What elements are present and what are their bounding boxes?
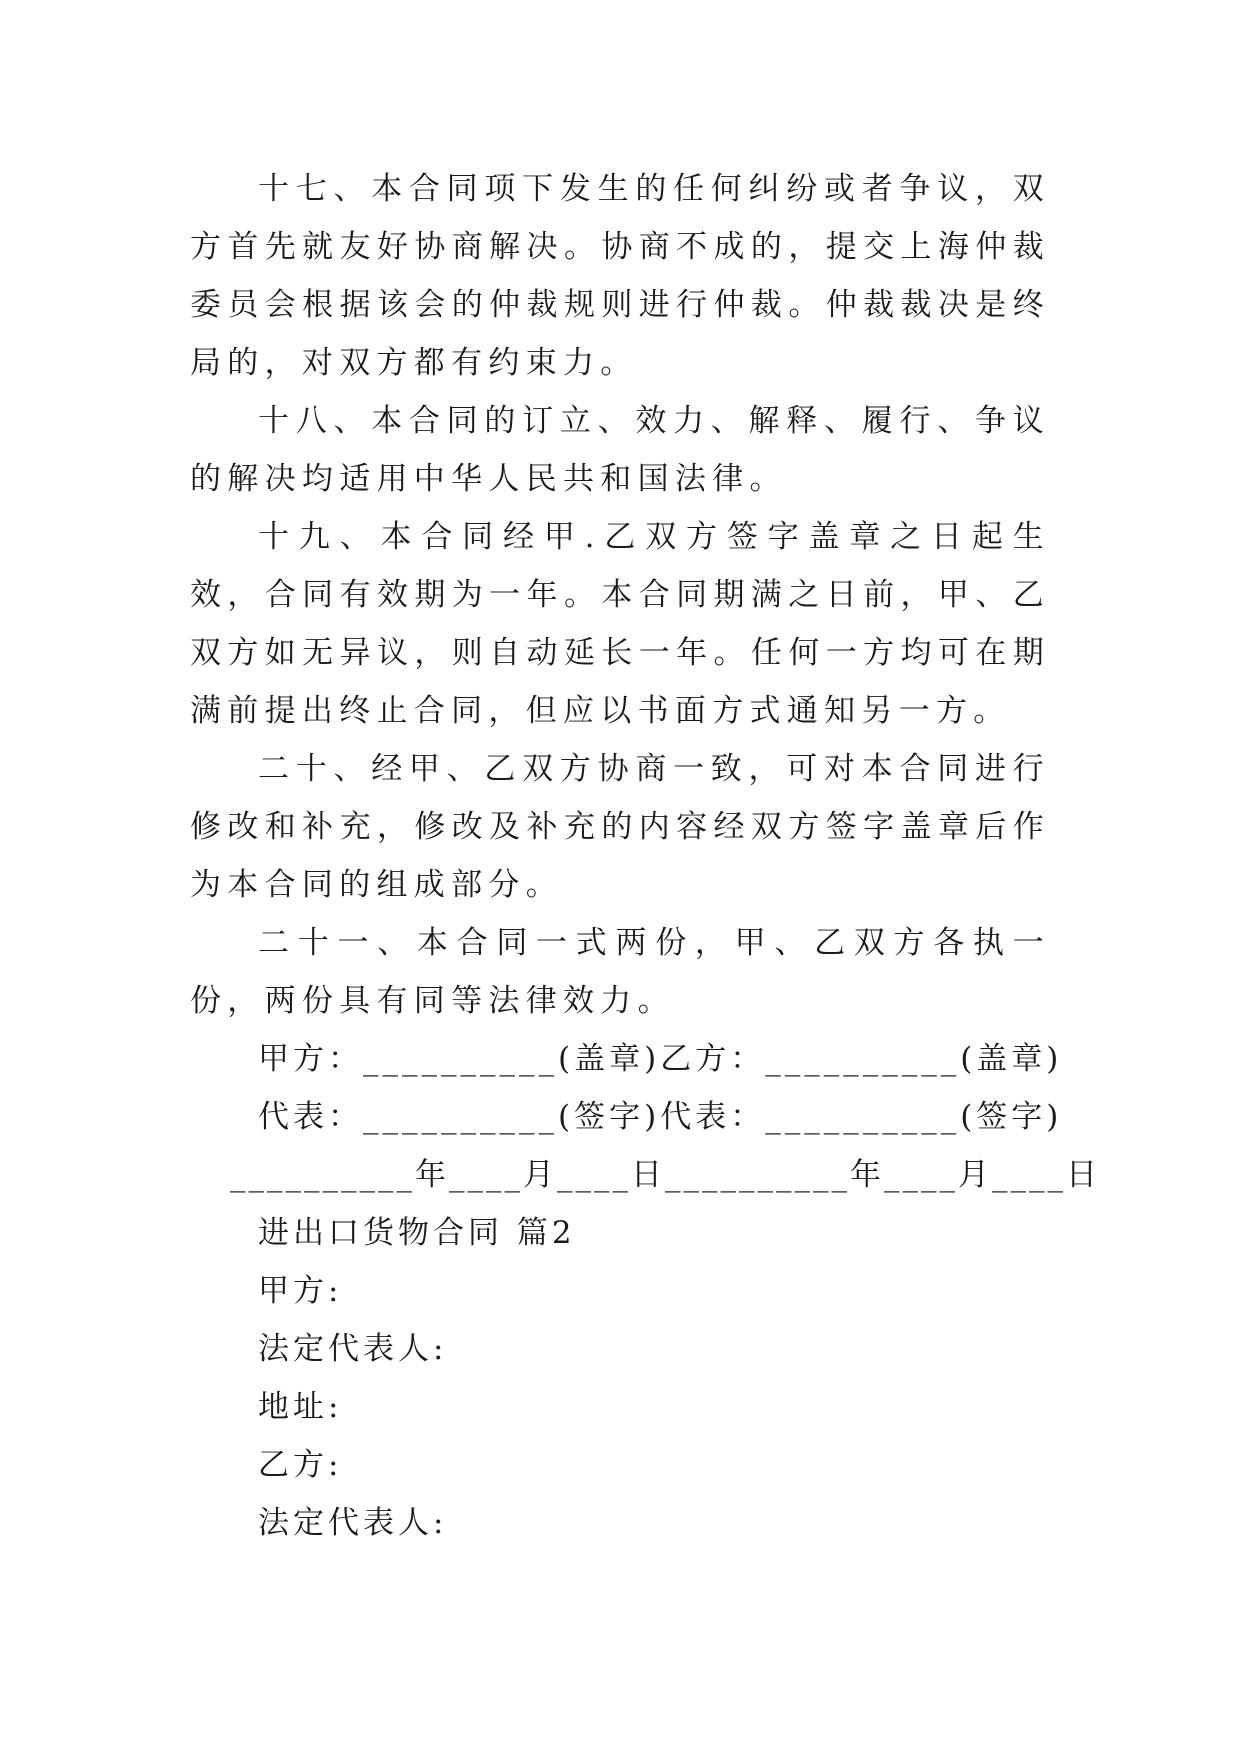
field-legal-representative-a: 法定代表人:: [258, 1331, 448, 1367]
signature-date-line: __________年____月____日__________年____月____日: [230, 1157, 1100, 1193]
next-contract-title: 进出口货物合同 篇2: [258, 1215, 576, 1251]
document-body: [190, 160, 1100, 1552]
signature-representative-line: 代表：__________(签字)代表：__________(签字): [258, 1099, 1063, 1135]
clause-19: 十九、本合同经甲.乙双方签字盖章之日起生效，合同有效期为一年。本合同期满之日前，甲、乙双方如无异议，则自动延长一年。任何一方均可在期满前提出终止合同，但应以书面方式通知另一方。: [190, 519, 1050, 729]
clause-18: 十八、本合同的订立、效力、解释、履行、争议的解决均适用中华人民共和国法律。: [190, 403, 1050, 497]
signature-party-line: 甲方：__________(盖章)乙方：__________(盖章): [258, 1041, 1063, 1077]
clause-20: 二十、经甲、乙双方协商一致，可对本合同进行修改和补充，修改及补充的内容经双方签字盖章后作为本合同的组成部分。: [190, 751, 1050, 903]
field-address: 地址:: [258, 1389, 343, 1425]
field-party-b: 乙方:: [258, 1447, 343, 1483]
field-legal-representative-b: 法定代表人:: [258, 1505, 448, 1541]
field-party-a: 甲方:: [258, 1273, 343, 1309]
clause-21: 二十一、本合同一式两份，甲、乙双方各执一份，两份具有同等法律效力。: [190, 925, 1050, 1019]
clause-17: 十七、本合同项下发生的任何纠纷或者争议，双方首先就友好协商解决。协商不成的，提交上海仲裁委员会根据该会的仲裁规则进行仲裁。仲裁裁决是终局的，对双方都有约束力。: [190, 171, 1050, 381]
